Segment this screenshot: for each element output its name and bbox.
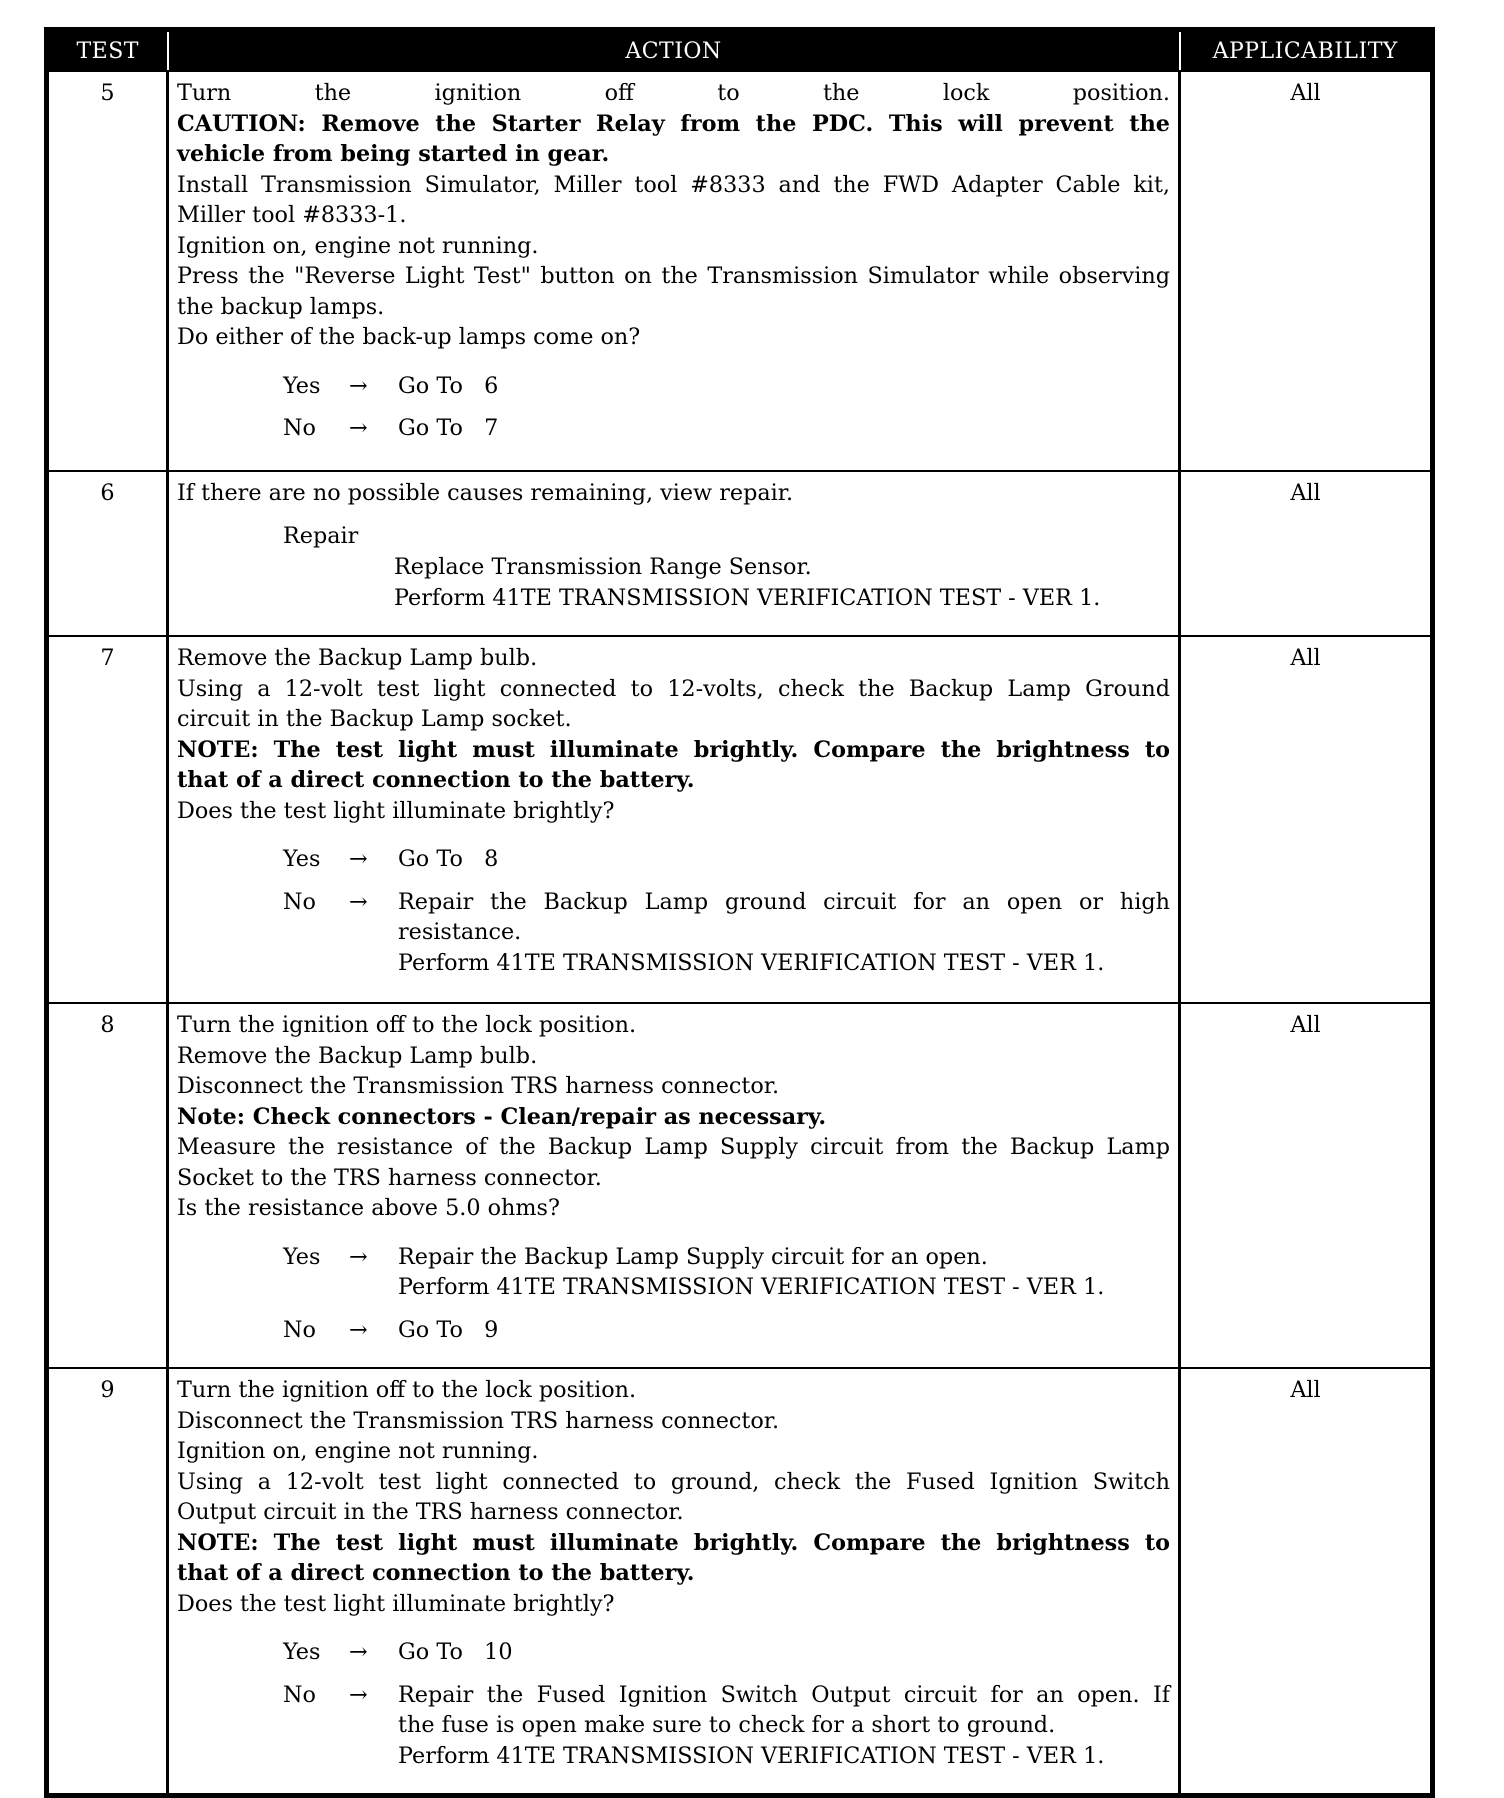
action-line: the backup lamps. [177, 293, 385, 320]
branch-no [177, 413, 1170, 444]
note-line: NOTE: The test light must illuminate brightly. Compare the brightness to [177, 736, 1170, 763]
action-cell [168, 1368, 1180, 1795]
branch-yes [177, 1637, 1170, 1668]
action-line: Install Transmission Simulator, Miller tool #8333 and the FWD Adapter Cable kit, [177, 171, 1170, 198]
branch-line: the fuse is open make sure to check for a short to ground. [398, 1712, 1056, 1738]
action-cell [168, 71, 1180, 471]
action-line: Disconnect the Transmission TRS harness connector. [177, 1407, 780, 1434]
note-line: Note: Check connectors - Clean/repair as necessary. [177, 1103, 827, 1130]
question-line: Does the test light illuminate brightly? [177, 797, 615, 824]
branch-target: Go To 8 [398, 846, 499, 872]
arrow-icon: → [349, 888, 368, 915]
repair-line: Perform 41TE TRANSMISSION VERIFICATION TEST - VER 1. [394, 584, 1101, 611]
branch-target: Go To 6 [398, 372, 499, 399]
action-line: Using a 12-volt test light connected to 12-volts, check the Backup Lamp Ground [177, 675, 1170, 702]
branch-line: Repair the Backup Lamp ground circuit for an open or high [398, 888, 1170, 915]
table-row [47, 636, 1433, 1003]
branch-no [177, 887, 1170, 979]
branch-text [398, 887, 1170, 979]
test-number: 6 [47, 471, 168, 636]
table-header-row [47, 30, 1433, 72]
action-line: Remove the Backup Lamp bulb. [177, 1042, 538, 1069]
branch-target: Go To 9 [398, 1316, 499, 1343]
arrow-icon: → [349, 1639, 368, 1665]
header-applicability: APPLICABILITY [1180, 30, 1433, 72]
applicability-cell: All [1180, 71, 1433, 471]
question-line: Do either of the back-up lamps come on? [177, 324, 641, 350]
branch-no [177, 1680, 1170, 1772]
repair-label: Repair [283, 522, 359, 549]
note-line: that of a direct connection to the battery. [177, 767, 695, 793]
arrow-icon: → [349, 415, 368, 441]
branch-line: Perform 41TE TRANSMISSION VERIFICATION TEST - VER 1. [398, 949, 1105, 976]
branch-label: No [283, 1681, 316, 1708]
branch-label: Yes [283, 1243, 321, 1270]
applicability-cell: All [1180, 636, 1433, 1003]
action-cell [168, 1003, 1180, 1368]
note-line: NOTE: The test light must illuminate brightly. Compare the brightness to [177, 1529, 1170, 1556]
applicability-cell: All [1180, 471, 1433, 636]
action-line: Miller tool #8333-1. [177, 202, 407, 228]
branch-label: Yes [283, 846, 321, 872]
branch-label: No [283, 1316, 316, 1343]
caution-line: CAUTION: Remove the Starter Relay from the PDC. This will prevent the [177, 110, 1170, 137]
arrow-icon: → [349, 846, 368, 872]
branch-target: Go To 7 [398, 415, 499, 441]
question-line: Is the resistance above 5.0 ohms? [177, 1195, 560, 1221]
branch-yes [177, 371, 1170, 402]
branch-label: No [283, 415, 316, 441]
test-number: 5 [47, 71, 168, 471]
arrow-icon: → [349, 1243, 368, 1270]
test-number: 8 [47, 1003, 168, 1368]
branch-label: Yes [283, 372, 321, 399]
branch-text [398, 1242, 1170, 1303]
action-line: Turn the ignition off to the lock position. [177, 1377, 637, 1403]
action-line: Ignition on, engine not running. [177, 1438, 539, 1464]
action-line: Using a 12-volt test light connected to ground, check the Fused Ignition Switch [177, 1468, 1170, 1495]
action-line: circuit in the Backup Lamp socket. [177, 706, 572, 732]
action-line: Remove the Backup Lamp bulb. [177, 645, 538, 671]
action-line: Measure the resistance of the Backup Lamp Supply circuit from the Backup Lamp [177, 1134, 1170, 1160]
applicability-cell: All [1180, 1003, 1433, 1368]
branch-line: Perform 41TE TRANSMISSION VERIFICATION TEST - VER 1. [398, 1742, 1105, 1769]
repair-line: Replace Transmission Range Sensor. [394, 554, 812, 580]
branch-line: Repair the Backup Lamp Supply circuit for an open. [398, 1243, 988, 1270]
branch-label: Yes [283, 1639, 321, 1665]
action-line: Press the "Reverse Light Test" button on the Transmission Simulator while observing [177, 263, 1170, 289]
table-row [47, 471, 1433, 636]
branch-line: Repair the Fused Ignition Switch Output circuit for an open. If [398, 1681, 1170, 1708]
question-line: Does the test light illuminate brightly? [177, 1590, 615, 1617]
arrow-icon: → [349, 1316, 368, 1343]
action-line: Turn the ignition off to the lock position. [177, 1012, 637, 1038]
test-number: 7 [47, 636, 168, 1003]
branch-text [398, 1680, 1170, 1772]
action-line: Disconnect the Transmission TRS harness connector. [177, 1073, 780, 1099]
action-cell [168, 636, 1180, 1003]
branch-target: Go To 10 [398, 1639, 513, 1665]
table-row [47, 71, 1433, 471]
branch-no [177, 1315, 1170, 1346]
caution-line: vehicle from being started in gear. [177, 141, 610, 167]
table-body [47, 71, 1433, 1795]
table-row [47, 1003, 1433, 1368]
header-test: TEST [47, 30, 168, 72]
diagnostic-table [44, 27, 1435, 1798]
branch-yes [177, 844, 1170, 875]
branch-line: resistance. [398, 919, 522, 945]
branch-line: Perform 41TE TRANSMISSION VERIFICATION TEST - VER 1. [398, 1274, 1105, 1300]
arrow-icon: → [349, 372, 368, 399]
diagnostic-page [44, 27, 1430, 1798]
action-cell [168, 471, 1180, 636]
table-row [47, 1368, 1433, 1795]
action-line: Ignition on, engine not running. [177, 232, 539, 259]
action-line: Socket to the TRS harness connector. [177, 1164, 602, 1191]
action-line: If there are no possible causes remaining, view repair. [177, 480, 794, 506]
header-action: ACTION [168, 30, 1180, 72]
note-line: that of a direct connection to the battery. [177, 1560, 695, 1586]
test-number: 9 [47, 1368, 168, 1795]
branch-yes [177, 1242, 1170, 1303]
arrow-icon: → [349, 1681, 368, 1708]
action-line: Turn the ignition off to the lock position. [177, 80, 1170, 106]
applicability-cell: All [1180, 1368, 1433, 1795]
action-line: Output circuit in the TRS harness connector. [177, 1499, 684, 1525]
branch-label: No [283, 888, 316, 915]
